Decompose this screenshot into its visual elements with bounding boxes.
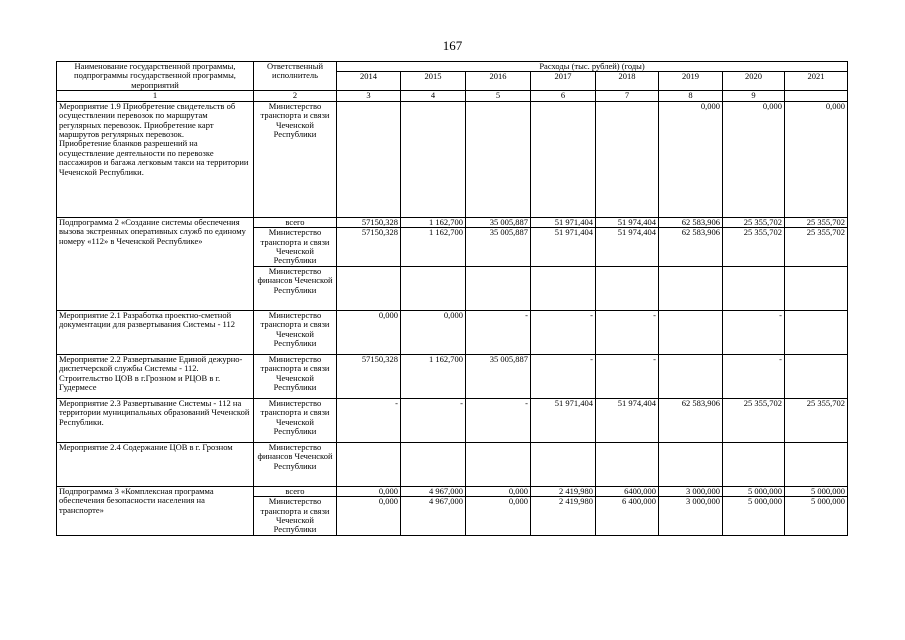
- value-cell: [723, 442, 785, 486]
- value-cell: [785, 354, 848, 398]
- value-cell: 5 000,000: [723, 497, 785, 536]
- column-number: 9: [723, 91, 785, 101]
- year-2020: 2020: [723, 72, 785, 91]
- measure-name: Мероприятие 2.2 Развертывание Единой дежурно-диспетчерской службы Системы - 112. Строительство ЦОВ в г.Грозном и РЦОВ в г. Гудермесе: [57, 354, 254, 398]
- value-cell: 6 400,000: [596, 497, 659, 536]
- value-cell: -: [466, 310, 531, 354]
- column-number: 4: [401, 91, 466, 101]
- value-cell: 5 000,000: [785, 486, 848, 496]
- value-cell: [785, 266, 848, 310]
- value-cell: 62 583,906: [659, 228, 723, 267]
- subprogram-name: Подпрограмма 3 «Комплексная программа обеспечения безопасности населения на транспорте»: [57, 486, 254, 535]
- subprogram-name: Подпрограмма 2 «Создание системы обеспечения вызова экстренных оперативных служб по единому номеру «112» в Чеченской Республике»: [57, 217, 254, 310]
- measure-name-cell: [57, 101, 254, 217]
- year-2015: 2015: [401, 72, 466, 91]
- value-cell: [659, 354, 723, 398]
- value-cell: 25 355,702: [785, 217, 848, 227]
- value-cell: 0,000: [659, 101, 723, 217]
- header-expenses: Расходы (тыс. рублей) (годы): [337, 62, 848, 72]
- value-cell: [401, 266, 466, 310]
- table-row: [57, 217, 848, 227]
- value-cell: [337, 101, 401, 217]
- executor-cell: Министерство транспорта и связи Чеченской Республики: [254, 398, 337, 442]
- value-cell: 0,000: [337, 310, 401, 354]
- year-2021: 2021: [785, 72, 848, 91]
- column-number: [785, 91, 848, 101]
- value-cell: -: [596, 354, 659, 398]
- value-cell: 1 162,700: [401, 217, 466, 227]
- executor-cell: Министерство транспорта и связи Чеченской Республики: [254, 101, 337, 217]
- header-row: [57, 62, 848, 72]
- value-cell: 51 974,404: [596, 228, 659, 267]
- value-cell: 25 355,702: [785, 398, 848, 442]
- value-cell: [596, 442, 659, 486]
- executor-cell: Министерство транспорта и связи Чеченской Республики: [254, 497, 337, 536]
- value-cell: [466, 101, 531, 217]
- measure-name: Мероприятие 2.1 Разработка проектно-сметной документации для развертывания Системы - 112: [57, 310, 254, 354]
- year-2016: 2016: [466, 72, 531, 91]
- executor-cell: всего: [254, 486, 337, 496]
- measure-name-extra: Приобретение бланков разрешений на осуществление деятельности по перевозке пассажиров и багажа легковым такси на территории Чеченской Республики.: [59, 138, 249, 177]
- value-cell: 51 974,404: [596, 217, 659, 227]
- value-cell: [596, 101, 659, 217]
- value-cell: 0,000: [337, 486, 401, 496]
- table-row: [57, 398, 848, 442]
- value-cell: 57150,328: [337, 228, 401, 267]
- value-cell: 0,000: [337, 497, 401, 536]
- value-cell: [466, 266, 531, 310]
- value-cell: 25 355,702: [723, 217, 785, 227]
- value-cell: -: [337, 398, 401, 442]
- value-cell: -: [531, 354, 596, 398]
- value-cell: 5 000,000: [785, 497, 848, 536]
- column-number: 3: [337, 91, 401, 101]
- measure-name: Мероприятие 1.9 Приобретение свидетельств об осуществлении перевозок по маршрутам регулярных перевозок. Приобретение карт маршрутов регулярных перевозок.: [59, 101, 236, 140]
- executor-cell: всего: [254, 217, 337, 227]
- value-cell: 51 971,404: [531, 217, 596, 227]
- value-cell: [401, 442, 466, 486]
- value-cell: 4 967,000: [401, 497, 466, 536]
- executor-cell: Министерство транспорта и связи Чеченской Республики: [254, 228, 337, 267]
- year-2019: 2019: [659, 72, 723, 91]
- value-cell: 51 974,404: [596, 398, 659, 442]
- value-cell: 25 355,702: [723, 228, 785, 267]
- value-cell: 0,000: [785, 101, 848, 217]
- value-cell: [659, 442, 723, 486]
- table-row: [57, 486, 848, 496]
- executor-cell: Министерство транспорта и связи Чеченской Республики: [254, 354, 337, 398]
- value-cell: 0,000: [466, 497, 531, 536]
- value-cell: [337, 266, 401, 310]
- value-cell: 4 967,000: [401, 486, 466, 496]
- value-cell: 25 355,702: [785, 228, 848, 267]
- value-cell: 62 583,906: [659, 217, 723, 227]
- page-number: 167: [442, 38, 463, 53]
- table-row: [57, 354, 848, 398]
- value-cell: -: [723, 310, 785, 354]
- value-cell: -: [596, 310, 659, 354]
- budget-table: [56, 61, 848, 536]
- value-cell: [531, 266, 596, 310]
- value-cell: 57150,328: [337, 354, 401, 398]
- year-2014: 2014: [337, 72, 401, 91]
- column-number: 1: [57, 91, 254, 101]
- value-cell: 1 162,700: [401, 354, 466, 398]
- column-number: 7: [596, 91, 659, 101]
- measure-name: Мероприятие 2.4 Содержание ЦОВ в г. Грозном: [57, 442, 254, 486]
- executor-cell: Министерство финансов Чеченской Республики: [254, 442, 337, 486]
- value-cell: [596, 266, 659, 310]
- value-cell: 51 971,404: [531, 398, 596, 442]
- header-name: Наименование государственной программы, подпрограммы государственной программы, мероприятий: [57, 62, 254, 91]
- column-number-row: [57, 91, 848, 101]
- column-number: 6: [531, 91, 596, 101]
- value-cell: 0,000: [723, 101, 785, 217]
- value-cell: [785, 310, 848, 354]
- executor-cell: Министерство транспорта и связи Чеченской Республики: [254, 310, 337, 354]
- value-cell: 35 005,887: [466, 228, 531, 267]
- year-2017: 2017: [531, 72, 596, 91]
- value-cell: 35 005,887: [466, 217, 531, 227]
- value-cell: [659, 310, 723, 354]
- value-cell: -: [401, 398, 466, 442]
- column-number: 8: [659, 91, 723, 101]
- value-cell: 2 419,980: [531, 497, 596, 536]
- value-cell: 0,000: [401, 310, 466, 354]
- column-number: 2: [254, 91, 337, 101]
- value-cell: 35 005,887: [466, 354, 531, 398]
- value-cell: [466, 442, 531, 486]
- table-row: [57, 442, 848, 486]
- value-cell: [531, 101, 596, 217]
- executor-cell: Министерство финансов Чеченской Республики: [254, 266, 337, 310]
- value-cell: -: [466, 398, 531, 442]
- year-2018: 2018: [596, 72, 659, 91]
- value-cell: 25 355,702: [723, 398, 785, 442]
- value-cell: 57150,328: [337, 217, 401, 227]
- value-cell: [723, 266, 785, 310]
- header-executor: Ответственный исполнитель: [254, 62, 337, 91]
- column-number: 5: [466, 91, 531, 101]
- value-cell: [659, 266, 723, 310]
- value-cell: [337, 442, 401, 486]
- value-cell: [401, 101, 466, 217]
- value-cell: [785, 442, 848, 486]
- value-cell: 51 971,404: [531, 228, 596, 267]
- value-cell: -: [531, 310, 596, 354]
- value-cell: 3 000,000: [659, 486, 723, 496]
- measure-name: Мероприятие 2.3 Развертывание Системы - 112 на территории муниципальных образований Чеченской Республики.: [57, 398, 254, 442]
- value-cell: 2 419,980: [531, 486, 596, 496]
- value-cell: 1 162,700: [401, 228, 466, 267]
- value-cell: 6400,000: [596, 486, 659, 496]
- value-cell: 0,000: [466, 486, 531, 496]
- value-cell: 62 583,906: [659, 398, 723, 442]
- value-cell: 3 000,000: [659, 497, 723, 536]
- value-cell: -: [723, 354, 785, 398]
- value-cell: 5 000,000: [723, 486, 785, 496]
- value-cell: [531, 442, 596, 486]
- table-row: [57, 310, 848, 354]
- table-row: [57, 101, 848, 217]
